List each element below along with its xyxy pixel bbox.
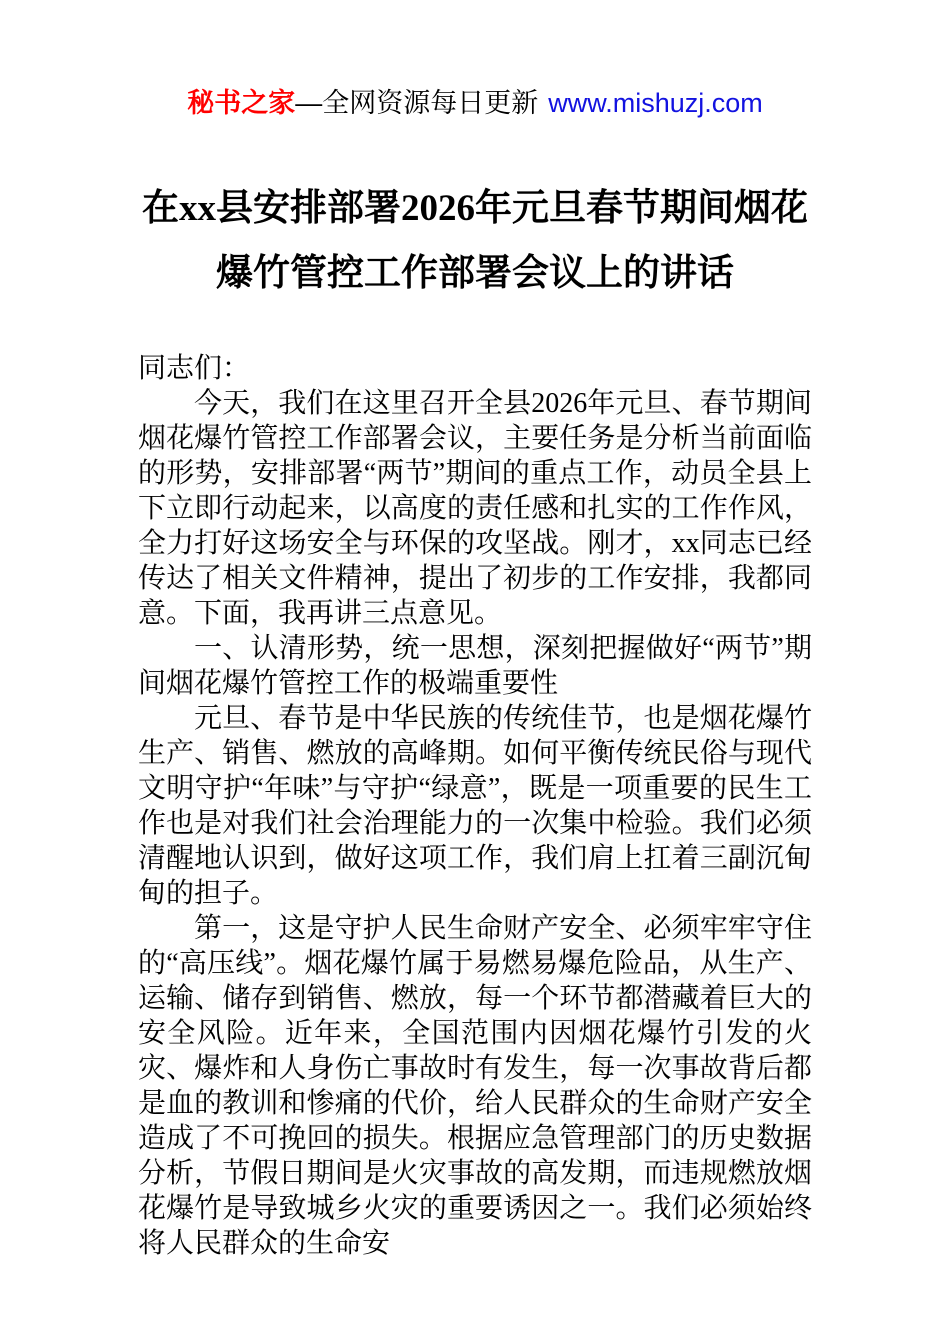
site-header (0, 0, 950, 120)
salutation: 同志们： (138, 353, 251, 384)
site-brand: 秘书之家 (187, 88, 296, 118)
section-heading-1: 一、认清形势，统一思想，深刻把握做好“两节”期间烟花爆竹管控工作的极端重要性 (138, 633, 812, 699)
document-title (0, 176, 950, 306)
document-title-line-1: 在xx县安排部署2026年元旦春节期间烟花 (142, 188, 808, 229)
paragraph-point-1: 第一，这是守护人民生命财产安全、必须牢牢守住的“高压线”。烟花爆竹属于易燃易爆危险品，从生产、运输、储存到销售、燃放，每一个环节都潜藏着巨大的安全风险。近年来，全国范围内因烟花爆竹引发的火灾、爆炸和人身伤亡事故时有发生，每一次事故背后都是血的教训和惨痛的代价，给人民群众的生命财产安全造成了不可挽回的损失。根据应急管理部门的历史数据分析，节假日期间是火灾事故的高发期，而违规燃放烟花爆竹是导致城乡火灾的重要诱因之一。我们必须始终将人民群众的生命安 (138, 913, 812, 1259)
document-body (138, 351, 812, 1261)
site-tagline: —全网资源每日更新 (295, 88, 539, 118)
paragraph-importance: 元旦、春节是中华民族的传统佳节，也是烟花爆竹生产、销售、燃放的高峰期。如何平衡传统民俗与现代文明守护“年味”与守护“绿意”，既是一项重要的民生工作也是对我们社会治理能力的一次集中检验。我们必须清醒地认识到，做好这项工作，我们肩上扛着三副沉甸甸的担子。 (138, 703, 812, 909)
document-title-line-2: 爆竹管控工作部署会议上的讲话 (216, 253, 734, 294)
paragraph-intro: 今天，我们在这里召开全县2026年元旦、春节期间烟花爆竹管控工作部署会议，主要任务是分析当前面临的形势，安排部署“两节”期间的重点工作，动员全县上下立即行动起来，以高度的责任感和扎实的工作作风，全力打好这场安全与环保的攻坚战。刚才，xx同志已经传达了相关文件精神，提出了初步的工作安排，我都同意。下面，我再讲三点意见。 (138, 388, 812, 629)
site-url-link[interactable]: www.mishuzj.com (548, 88, 763, 118)
